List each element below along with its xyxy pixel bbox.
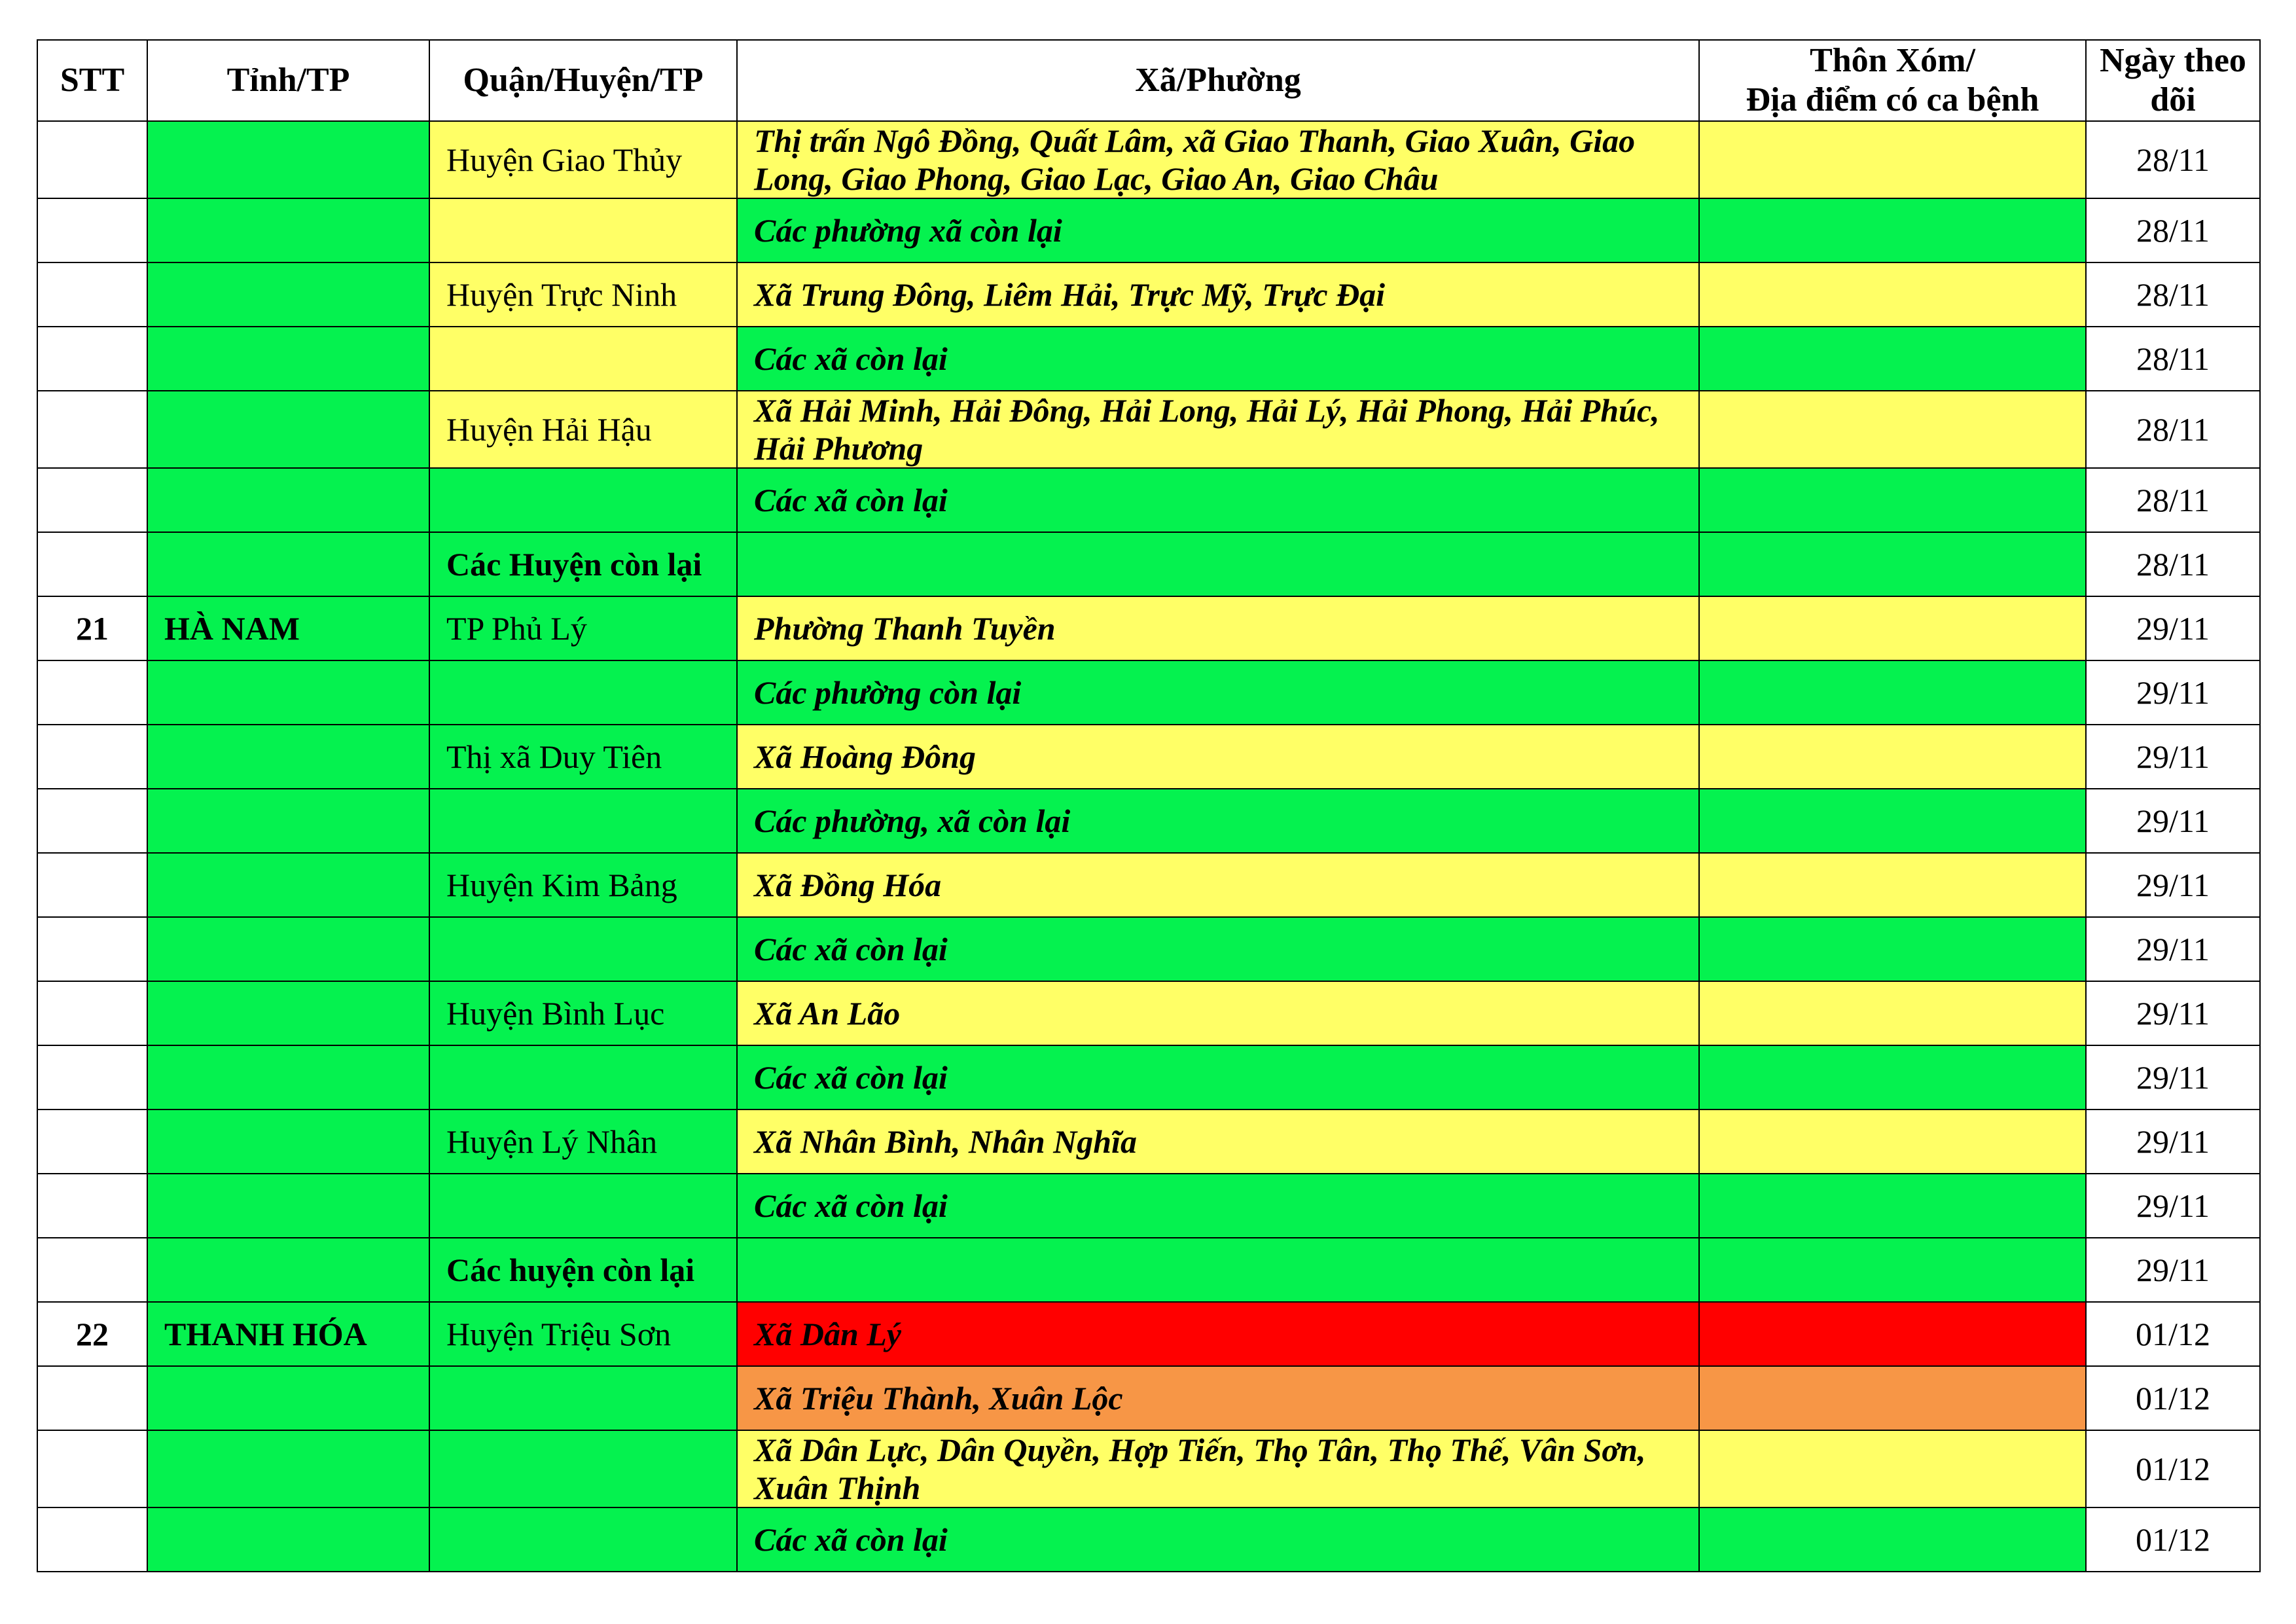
header-province: Tỉnh/TP [147,40,429,121]
district-cell [429,1366,737,1430]
district-cell: Huyện Hải Hậu [429,391,737,468]
date-cell: 29/11 [2086,981,2260,1045]
district-cell [429,660,737,725]
date-cell: 01/12 [2086,1366,2260,1430]
village-cell [1699,468,2086,532]
date-cell: 28/11 [2086,391,2260,468]
table-row [37,1110,2260,1174]
date-cell: 29/11 [2086,1110,2260,1174]
stt-cell [37,789,147,853]
district-cell: Huyện Kim Bảng [429,853,737,917]
province-cell: THANH HÓA [147,1302,429,1366]
table-row [37,1430,2260,1507]
stt-cell: 22 [37,1302,147,1366]
commune-cell: Xã Nhân Bình, Nhân Nghĩa [737,1110,1699,1174]
header-village-line2: Địa điểm có ca bệnh [1746,81,2039,118]
commune-cell: Các phường xã còn lại [737,198,1699,262]
table-row [37,468,2260,532]
province-cell [147,1110,429,1174]
stt-cell [37,468,147,532]
commune-cell: Xã Triệu Thành, Xuân Lộc [737,1366,1699,1430]
village-cell [1699,1430,2086,1507]
province-cell [147,917,429,981]
stt-cell [37,1430,147,1507]
province-cell [147,1045,429,1110]
table-row [37,1238,2260,1302]
header-stt: STT [37,40,147,121]
district-cell [429,468,737,532]
village-cell [1699,1366,2086,1430]
table-row [37,1302,2260,1366]
stt-cell [37,1110,147,1174]
table-row [37,1045,2260,1110]
commune-cell: Các xã còn lại [737,917,1699,981]
stt-cell [37,532,147,596]
stt-cell [37,1507,147,1572]
table-row [37,596,2260,660]
commune-cell: Các xã còn lại [737,1507,1699,1572]
date-cell: 29/11 [2086,789,2260,853]
village-cell [1699,725,2086,789]
table-header [37,40,2260,121]
table-row [37,327,2260,391]
district-cell: Huyện Lý Nhân [429,1110,737,1174]
commune-cell: Các xã còn lại [737,327,1699,391]
data-table [37,39,2261,1572]
commune-cell: Các xã còn lại [737,1045,1699,1110]
commune-cell: Các phường còn lại [737,660,1699,725]
stt-cell [37,121,147,198]
commune-cell: Xã Hoàng Đông [737,725,1699,789]
district-cell: Các Huyện còn lại [429,532,737,596]
province-cell: HÀ NAM [147,596,429,660]
village-cell [1699,917,2086,981]
village-cell [1699,1045,2086,1110]
village-cell [1699,1238,2086,1302]
province-cell [147,1238,429,1302]
table-row [37,660,2260,725]
village-cell [1699,1302,2086,1366]
table-row [37,1366,2260,1430]
province-cell [147,391,429,468]
date-cell: 28/11 [2086,121,2260,198]
header-commune: Xã/Phường [737,40,1699,121]
district-cell: Huyện Bình Lục [429,981,737,1045]
district-cell [429,917,737,981]
district-cell [429,198,737,262]
commune-cell: Phường Thanh Tuyền [737,596,1699,660]
table-row [37,725,2260,789]
province-cell [147,853,429,917]
province-cell [147,789,429,853]
stt-cell [37,917,147,981]
table-row [37,121,2260,198]
province-cell [147,660,429,725]
province-cell [147,121,429,198]
table-row [37,917,2260,981]
header-village [1699,40,2086,121]
stt-cell [37,391,147,468]
commune-cell: Xã An Lão [737,981,1699,1045]
province-cell [147,327,429,391]
commune-cell: Các xã còn lại [737,1174,1699,1238]
district-cell [429,1174,737,1238]
table-row [37,789,2260,853]
header-district: Quận/Huyện/TP [429,40,737,121]
village-cell [1699,327,2086,391]
stt-cell [37,1174,147,1238]
village-cell [1699,853,2086,917]
village-cell [1699,532,2086,596]
date-cell: 29/11 [2086,917,2260,981]
stt-cell [37,981,147,1045]
date-cell: 28/11 [2086,262,2260,327]
district-cell: Huyện Triệu Sơn [429,1302,737,1366]
province-cell [147,1507,429,1572]
commune-cell: Các phường, xã còn lại [737,789,1699,853]
table-row [37,532,2260,596]
commune-cell [737,1238,1699,1302]
table-row [37,391,2260,468]
commune-cell: Các xã còn lại [737,468,1699,532]
header-village-line1: Thôn Xóm/ [1810,42,1975,79]
province-cell [147,198,429,262]
date-cell: 29/11 [2086,853,2260,917]
village-cell [1699,981,2086,1045]
header-row [37,40,2260,121]
date-cell: 29/11 [2086,725,2260,789]
village-cell [1699,121,2086,198]
province-cell [147,1366,429,1430]
stt-cell [37,327,147,391]
commune-cell: Xã Đồng Hóa [737,853,1699,917]
village-cell [1699,1507,2086,1572]
district-cell [429,1430,737,1507]
table-row [37,198,2260,262]
date-cell: 28/11 [2086,468,2260,532]
province-cell [147,981,429,1045]
table-row [37,981,2260,1045]
commune-cell: Xã Dân Lý [737,1302,1699,1366]
stt-cell [37,725,147,789]
stt-cell [37,853,147,917]
district-cell [429,789,737,853]
commune-cell: Xã Hải Minh, Hải Đông, Hải Long, Hải Lý, Hải Phong, Hải Phúc, Hải Phương [737,391,1699,468]
province-cell [147,1430,429,1507]
village-cell [1699,789,2086,853]
village-cell [1699,596,2086,660]
date-cell: 28/11 [2086,532,2260,596]
province-cell [147,532,429,596]
date-cell: 29/11 [2086,1174,2260,1238]
stt-cell [37,660,147,725]
date-cell: 01/12 [2086,1507,2260,1572]
table-body [37,121,2260,1572]
district-cell [429,1507,737,1572]
village-cell [1699,391,2086,468]
date-cell: 29/11 [2086,1045,2260,1110]
date-cell: 28/11 [2086,198,2260,262]
date-cell: 29/11 [2086,596,2260,660]
province-cell [147,262,429,327]
village-cell [1699,1110,2086,1174]
header-date: Ngày theo dõi [2086,40,2260,121]
commune-cell: Thị trấn Ngô Đồng, Quất Lâm, xã Giao Thanh, Giao Xuân, Giao Long, Giao Phong, Giao Lạc, Giao An, Giao Châu [737,121,1699,198]
village-cell [1699,198,2086,262]
table-row [37,853,2260,917]
district-cell: TP Phủ Lý [429,596,737,660]
commune-cell: Xã Dân Lực, Dân Quyền, Hợp Tiến, Thọ Tân, Thọ Thế, Vân Sơn, Xuân Thịnh [737,1430,1699,1507]
district-cell: Huyện Trực Ninh [429,262,737,327]
district-cell [429,327,737,391]
date-cell: 01/12 [2086,1430,2260,1507]
stt-cell [37,1045,147,1110]
table-row [37,262,2260,327]
village-cell [1699,660,2086,725]
stt-cell [37,262,147,327]
date-cell: 29/11 [2086,1238,2260,1302]
table-row [37,1507,2260,1572]
province-cell [147,468,429,532]
district-cell: Thị xã Duy Tiên [429,725,737,789]
province-cell [147,1174,429,1238]
date-cell: 28/11 [2086,327,2260,391]
village-cell [1699,262,2086,327]
province-cell [147,725,429,789]
district-cell: Các huyện còn lại [429,1238,737,1302]
village-cell [1699,1174,2086,1238]
district-cell: Huyện Giao Thủy [429,121,737,198]
stt-cell [37,1238,147,1302]
table-row [37,1174,2260,1238]
commune-cell: Xã Trung Đông, Liêm Hải, Trực Mỹ, Trực Đại [737,262,1699,327]
date-cell: 29/11 [2086,660,2260,725]
stt-cell: 21 [37,596,147,660]
stt-cell [37,198,147,262]
district-cell [429,1045,737,1110]
date-cell: 01/12 [2086,1302,2260,1366]
stt-cell [37,1366,147,1430]
commune-cell [737,532,1699,596]
